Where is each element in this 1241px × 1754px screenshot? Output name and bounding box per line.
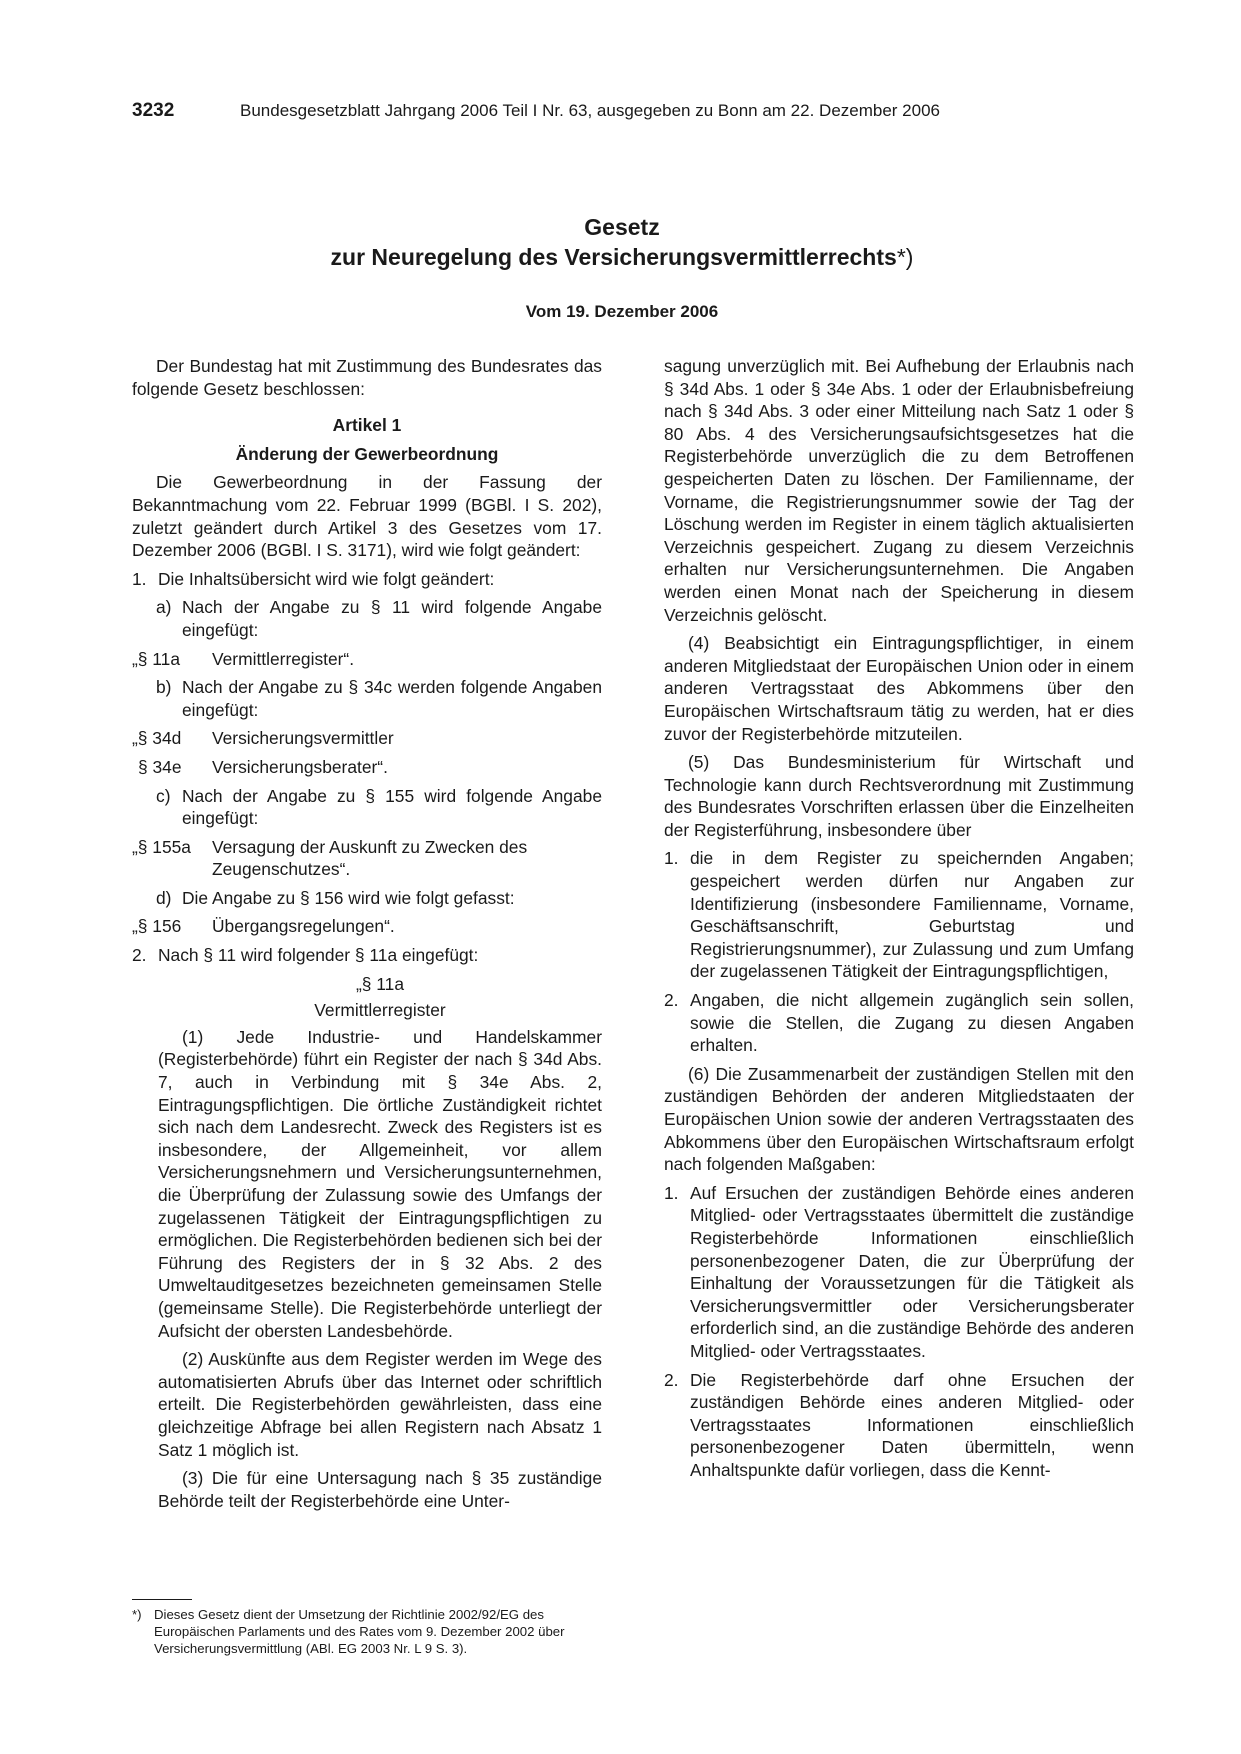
section-title: Vermittlerregister bbox=[314, 1000, 446, 1021]
footnote bbox=[132, 1606, 602, 1658]
list-text: Die Angabe zu § 156 wird wie folgt gefasst: bbox=[182, 887, 515, 908]
list-text: die in dem Register zu speichernden Angaben; gespeichert werden dürfen nur Angaben zur Identifizierung (insbesondere Familienname, Vorname, Geschäftsanschrift, Geburtstag und Registrierungsnummer), zur Zulassung und zum Umfang der zugelassenen Tätigkeit der Eintragungspflichtigen, bbox=[690, 848, 1134, 982]
list-text: Nach § 11 wird folgender § 11a eingefügt: bbox=[158, 945, 479, 966]
toc-entry-title: Übergangsregelungen“. bbox=[212, 916, 395, 937]
list-letter: b) bbox=[156, 677, 172, 698]
enactment-clause: Der Bundestag hat mit Zustimmung des Bundesrates das folgende Gesetz beschlossen: bbox=[132, 356, 602, 399]
toc-entry bbox=[132, 915, 602, 938]
toc-entry bbox=[132, 756, 602, 779]
running-header bbox=[132, 100, 1112, 122]
toc-entry-title: Versagung der Auskunft zu Zwecken des Zeugenschutzes“. bbox=[212, 836, 528, 880]
paragraph-3: (3) Die für eine Untersagung nach § 35 zuständige Behörde teilt der Registerbehörde eine Unter- bbox=[158, 1468, 602, 1511]
list-item bbox=[664, 1182, 1134, 1363]
running-title: Bundesgesetzblatt Jahrgang 2006 Teil I Nr. 63, ausgegeben zu Bonn am 22. Dezember 2006 bbox=[240, 101, 940, 120]
toc-entry-section: „§ 156 bbox=[132, 916, 182, 937]
toc-entry-title: Versicherungsberater“. bbox=[212, 756, 388, 777]
article-title: Änderung der Gewerbeordnung bbox=[235, 443, 499, 464]
title-block bbox=[132, 212, 1112, 322]
paragraph-6: (6) Die Zusammenarbeit der zuständigen Stellen mit den zuständigen Behörden der anderen Mitgliedstaaten der Europäischen Union sowie der anderen Vertragsstaaten des Abkommens über den Europäischen Wirtschaftsraum erfolgt nach folgenden Maßgaben: bbox=[664, 1063, 1134, 1175]
section-heading: „§ 11a bbox=[355, 973, 405, 994]
footnote-text: Dieses Gesetz dient der Umsetzung der Richtlinie 2002/92/EG des Europäischen Parlaments und des Rates vom 9. Dezember 2002 über Versicherungsvermittlung (ABl. EG 2003 Nr. L 9 S. 3). bbox=[154, 1607, 565, 1657]
law-title-line1: Gesetz bbox=[584, 214, 660, 240]
list-item bbox=[156, 596, 602, 641]
list-text: Nach der Angabe zu § 155 wird folgende Angabe eingefügt: bbox=[182, 785, 602, 829]
right-column bbox=[664, 355, 1134, 1488]
list-text: Nach der Angabe zu § 34c werden folgende Angaben eingefügt: bbox=[182, 677, 602, 720]
list-number: 1. bbox=[132, 568, 147, 589]
list-item bbox=[664, 847, 1134, 983]
paragraph-3-continued: sagung unverzüglich mit. Bei Aufhebung der Erlaubnis nach § 34d Abs. 1 oder § 34e Abs. 1 oder der Erlaubnisbefreiung nach § 34d Abs. 3 oder einer Mitteilung nach Satz 1 oder § 80 Abs. 4 des Versicherungsaufsichtsgesetzes hat die Registerbehörde unverzüglich die zu dem Betroffenen gespeicherten Daten zu löschen. Der Familienname, der Vorname, die Registrierungsnummer sowie der Tag der Löschung werden im Register in einem täglich aktualisierten Verzeichnis gespeichert. Zugang zu diesem Verzeichnis erhalten nur Versicherungsunternehmen. Die Angaben werden einen Monat nach der Speicherung in diesem Verzeichnis gelöscht. bbox=[664, 356, 1134, 625]
article-intro: Die Gewerbeordnung in der Fassung der Bekanntmachung vom 22. Februar 1999 (BGBl. I S. 202), zuletzt geändert durch Artikel 3 des Gesetzes vom 17. Dezember 2006 (BGBl. I S. 3171), wird wie folgt geändert: bbox=[132, 472, 602, 561]
toc-entry-section: „§ 11a bbox=[132, 648, 181, 669]
list-item bbox=[664, 1369, 1134, 1482]
list-number: 1. bbox=[664, 1182, 679, 1203]
toc-entry bbox=[132, 836, 602, 881]
page-number: 3232 bbox=[132, 100, 175, 121]
paragraph-5: (5) Das Bundesministerium für Wirtschaft und Technologie kann durch Rechtsverordnung mit Zustimmung des Bundesrates Vorschriften erlassen über die Einzelheiten der Registerführung, insbesondere über bbox=[664, 752, 1134, 840]
toc-entry bbox=[132, 727, 602, 750]
list-number: 2. bbox=[664, 1369, 679, 1390]
list-letter: c) bbox=[156, 785, 171, 806]
toc-entry-section: „§ 155a bbox=[132, 836, 191, 857]
footnote-rule bbox=[132, 1599, 192, 1600]
list-text: Angaben, die nicht allgemein zugänglich sein sollen, sowie die Stellen, die Zugang zu diesen Angaben erhalten. bbox=[690, 990, 1134, 1056]
list-item bbox=[132, 944, 602, 967]
list-text: Die Inhaltsübersicht wird wie folgt geändert: bbox=[158, 568, 495, 589]
list-text: Auf Ersuchen der zuständigen Behörde eines anderen Mitglied- oder Vertragsstaates übermittelt die zuständige Registerbehörde Informationen einschließlich personenbezogener Daten, die zur Überprüfung der Einhaltung der Voraussetzungen für die Tätigkeit als Versicherungsvermittler oder Versicherungsberater erforderlich sind, an die zuständige Behörde des anderen Mitglied- oder Vertragsstaates. bbox=[690, 1182, 1134, 1361]
article-heading: Artikel 1 bbox=[332, 415, 402, 436]
toc-entry-title: Vermittlerregister“. bbox=[212, 648, 355, 669]
toc-entry bbox=[132, 648, 602, 671]
list-item bbox=[664, 989, 1134, 1057]
list-item bbox=[132, 568, 602, 591]
list-item bbox=[156, 676, 602, 721]
law-title-line2 bbox=[132, 242, 1112, 272]
list-letter: a) bbox=[156, 597, 172, 618]
list-item bbox=[156, 785, 602, 830]
list-text: Die Registerbehörde darf ohne Ersuchen der zuständigen Behörde eines anderen Mitglied- oder Vertragsstaates Informationen einschließlich personenbezogener Daten übermitteln, wenn Anhaltspunkte dafür vorliegen, dass die Kennt- bbox=[690, 1369, 1134, 1480]
list-number: 1. bbox=[664, 848, 679, 869]
footnote-marker: *) bbox=[896, 244, 914, 270]
toc-entry-section: „§ 34d bbox=[132, 728, 182, 749]
toc-entry-section: § 34e bbox=[138, 756, 182, 777]
list-item bbox=[156, 887, 602, 910]
paragraph-4: (4) Beabsichtigt ein Eintragungspflichtiger, in einem anderen Mitgliedstaat der Europäischen Union oder in einem anderen Vertragsstaat des Abkommens über den Europäischen Wirtschaftsraum tätig zu werden, hat er dies zuvor der Registerbehörde mitzuteilen. bbox=[664, 633, 1134, 744]
list-number: 2. bbox=[664, 990, 679, 1011]
law-title-text: zur Neuregelung des Versicherungsvermittlerrechts bbox=[330, 244, 897, 270]
toc-entry-title: Versicherungsvermittler bbox=[212, 728, 394, 749]
paragraph-2: (2) Auskünfte aus dem Register werden im Wege des automatisierten Abrufs über das Internet oder schriftlich erteilt. Die Registerbehörden gewährleisten, dass eine gleichzeitige Abfrage bei allen Registern nach Absatz 1 Satz 1 möglich ist. bbox=[158, 1349, 602, 1460]
left-column bbox=[132, 355, 602, 1518]
law-date: Vom 19. Dezember 2006 bbox=[525, 302, 719, 321]
list-number: 2. bbox=[132, 945, 147, 966]
footnote-marker: *) bbox=[132, 1607, 142, 1622]
list-letter: d) bbox=[156, 887, 172, 908]
paragraph-1: (1) Jede Industrie- und Handelskammer (Registerbehörde) führt ein Register der nach § 34d Abs. 7, auch in Verbindung mit § 34e Abs. 2, Eintragungspflichtigen. Die örtliche Zuständigkeit richtet sich nach dem Landesrecht. Zweck des Registers ist es insbesondere, der Allgemeinheit, vor allem Versicherungsnehmern und Versicherungsunternehmen, die Überprüfung der Zulassung sowie des Umfangs der zugelassenen Tätigkeit der Eintragungspflichtigen zu ermöglichen. Die Registerbehörden bedienen sich bei der Führung des Registers der in § 32 Abs. 2 des Umweltauditgesetzes bezeichneten gemeinsamen Stelle (gemeinsame Stelle). Die Registerbehörde unterliegt der Aufsicht der obersten Landesbehörde. bbox=[158, 1026, 602, 1341]
list-text: Nach der Angabe zu § 11 wird folgende Angabe eingefügt: bbox=[182, 597, 602, 640]
